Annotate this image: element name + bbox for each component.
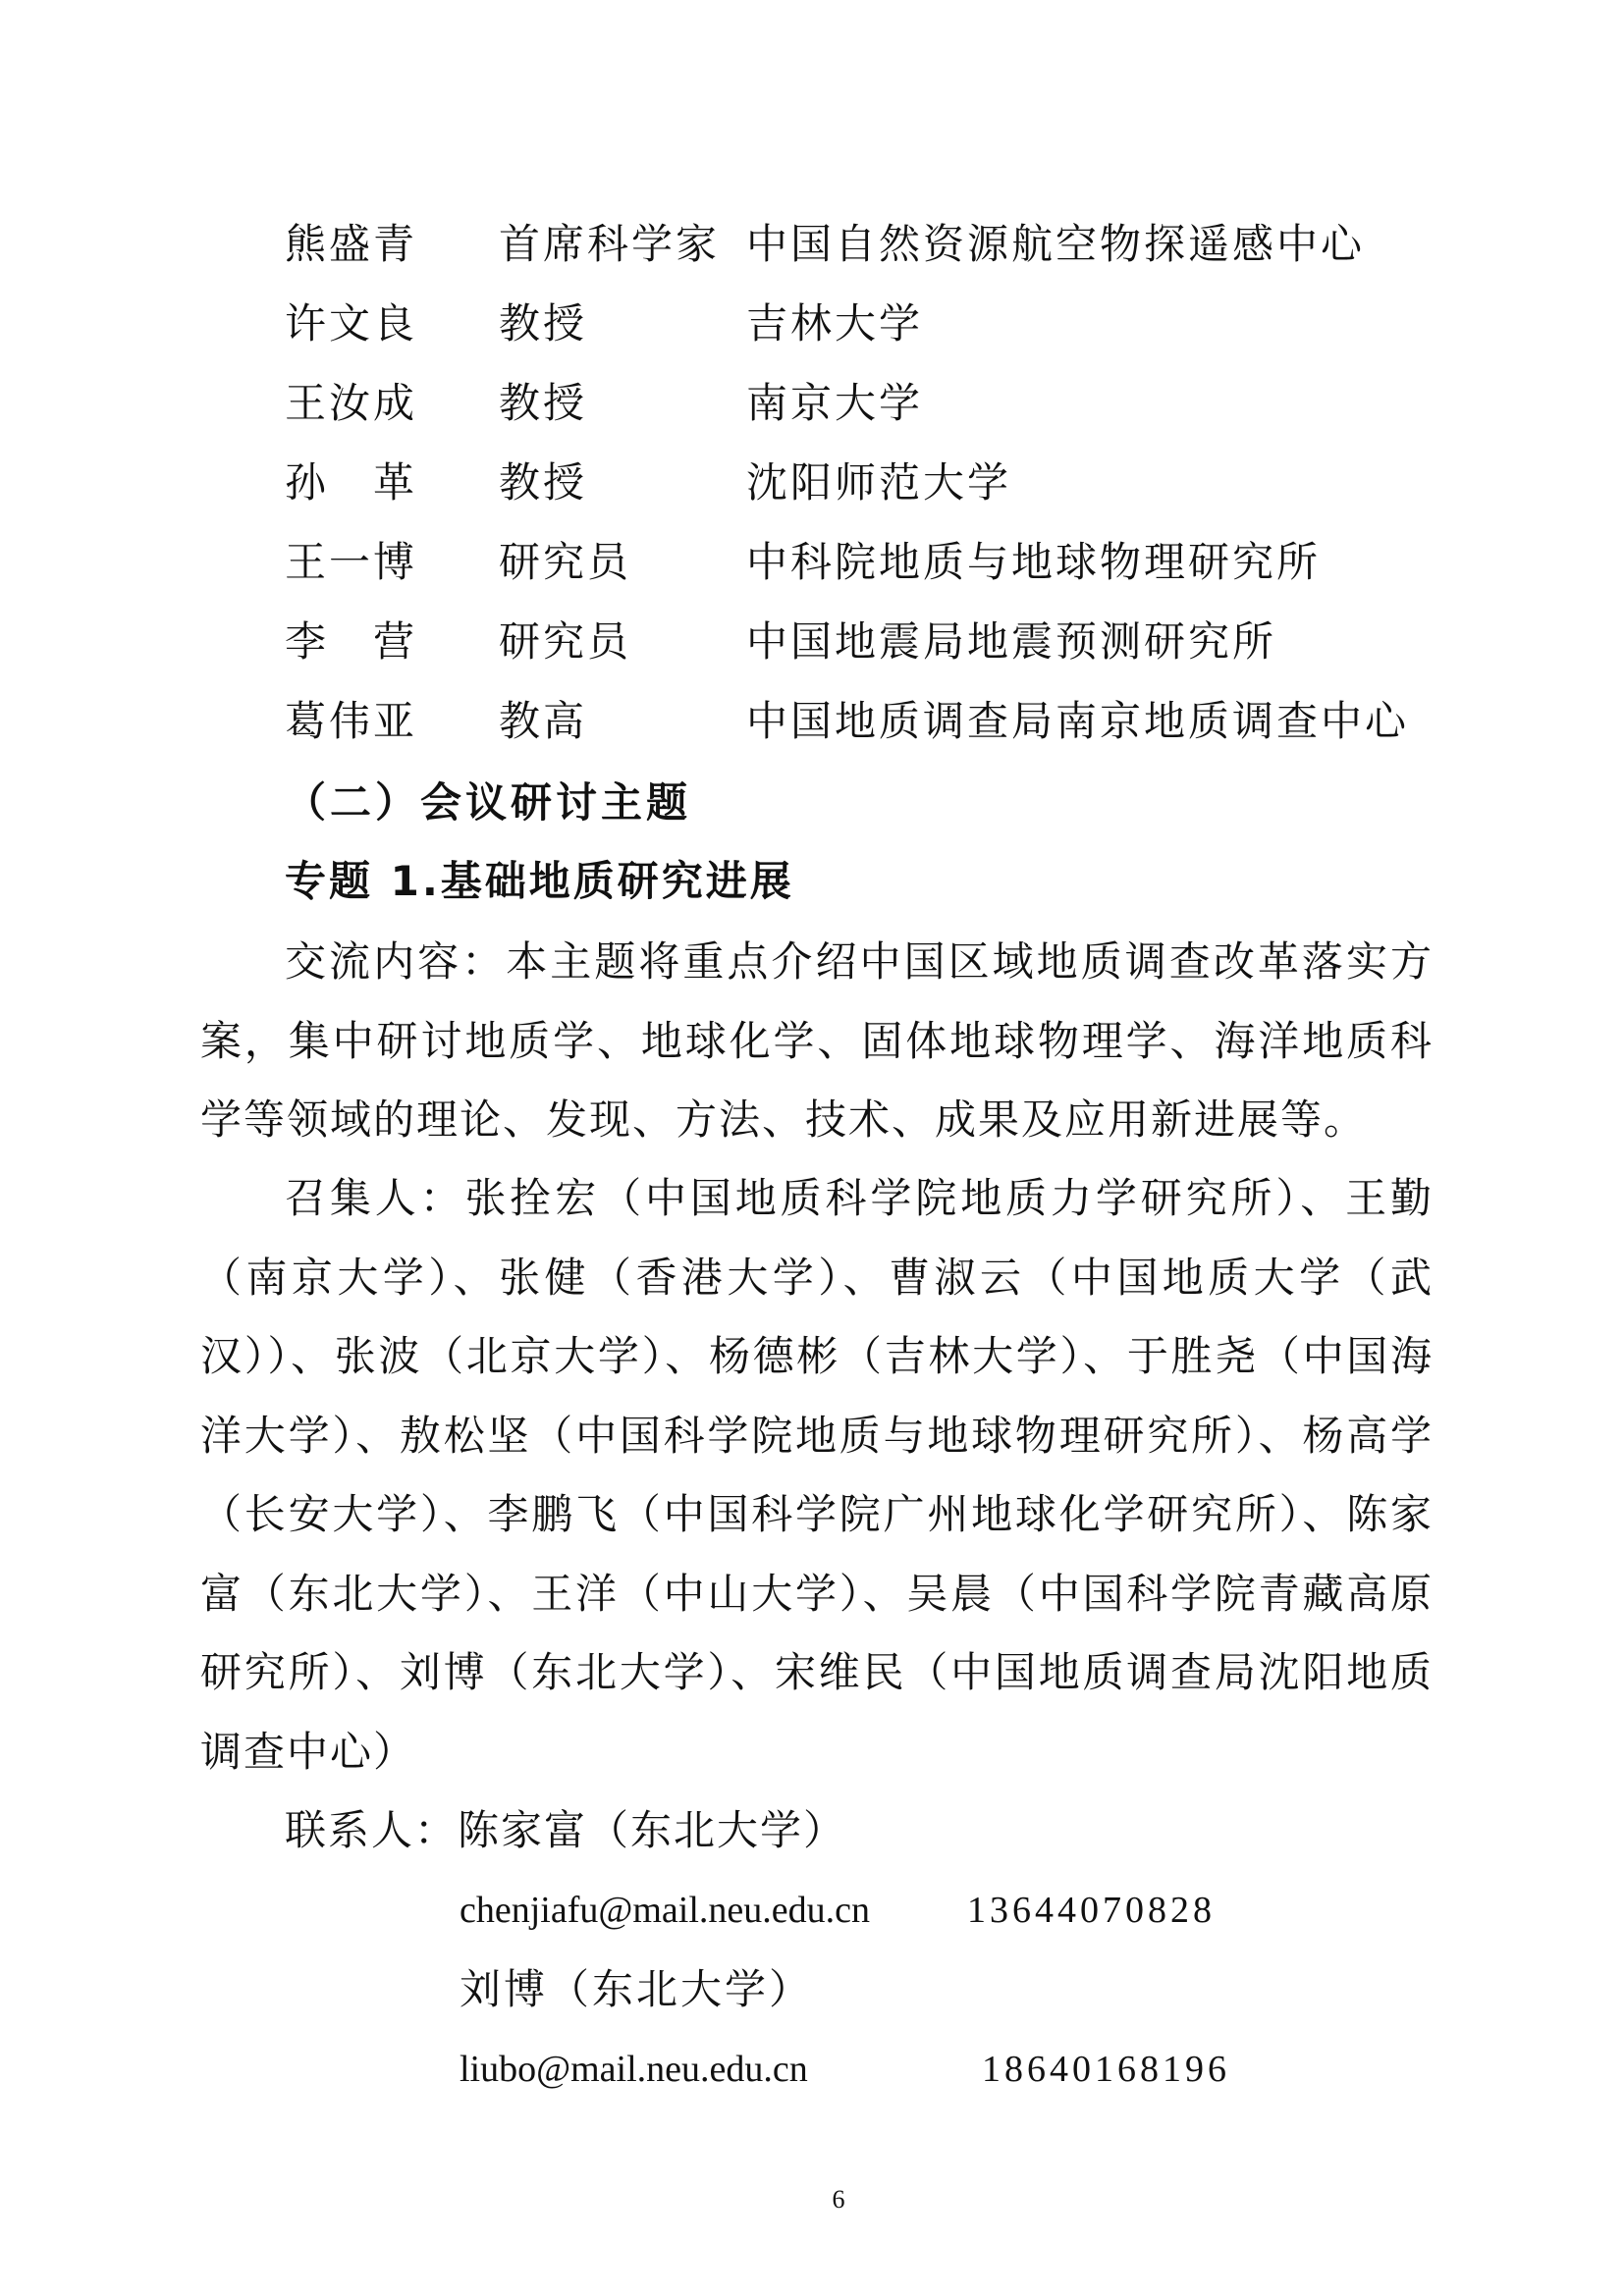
member-title: 教授 — [499, 379, 588, 427]
member-title: 研究员 — [499, 617, 632, 666]
member-org: 中国地质调查局南京地质调查中心 — [746, 697, 1410, 745]
member-title: 教授 — [499, 299, 588, 347]
contact-paragraph: 联系人：陈家富（东北大学） — [285, 1806, 847, 1854]
intro-paragraph: 交流内容：本主题将重点介绍中国区域地质调查改革落实方案，集中研讨地质学、地球化学、固体地球物理学、海洋地质科学等领域的理论、发现、方法、技术、成果及应用新进展等。 — [200, 937, 1434, 1144]
topic-heading: 专题 1.基础地质研究进展 — [285, 857, 794, 905]
conveners-paragraph: 召集人：张拴宏（中国地质科学院地质力学研究所）、王勤（南京大学）、张健（香港大学）、曹淑云（中国地质大学（武汉））、张波（北京大学）、杨德彬（吉林大学）、于胜尧（中国海洋大学）、敖松坚（中国科学院地质与地球物理研究所）、杨高学（长安大学）、李鹏飞（中国科学院广州地球化学研究所）、陈家富（东北大学）、王洋（中山大学）、吴晨（中国科学院青藏高原研究所）、刘博（东北大学）、宋维民（中国地质调查局沈阳地质调查中心） — [200, 1174, 1434, 1776]
contact-email-link[interactable]: chenjiafu@mail.neu.edu.cn — [460, 1890, 870, 1931]
member-name: 孙 革 — [285, 458, 418, 507]
member-org: 中国地震局地震预测研究所 — [746, 617, 1277, 666]
member-name: 熊盛青 — [285, 220, 418, 268]
member-org: 南京大学 — [746, 379, 924, 427]
page-number: 6 — [832, 2185, 845, 2214]
member-name: 王汝成 — [285, 379, 418, 427]
member-title: 首席科学家 — [499, 220, 721, 268]
member-org: 沈阳师范大学 — [746, 458, 1012, 507]
member-title: 教授 — [499, 458, 588, 507]
member-org: 中科院地质与地球物理研究所 — [746, 538, 1322, 586]
contact-phone: 13644070828 — [967, 1890, 1216, 1931]
member-name: 李 营 — [285, 617, 418, 666]
contact-name: 刘博（东北大学） — [460, 1965, 814, 2013]
member-org: 中国自然资源航空物探遥感中心 — [746, 220, 1366, 268]
contact-phone: 18640168196 — [982, 2049, 1230, 2090]
member-title: 研究员 — [499, 538, 632, 586]
section-heading: （二）会议研讨主题 — [285, 778, 692, 827]
member-name: 许文良 — [285, 299, 418, 347]
contact-email-link[interactable]: liubo@mail.neu.edu.cn — [460, 2049, 808, 2090]
member-title: 教高 — [499, 697, 588, 745]
member-name: 葛伟亚 — [285, 697, 418, 745]
member-org: 吉林大学 — [746, 299, 924, 347]
member-name: 王一博 — [285, 538, 418, 586]
